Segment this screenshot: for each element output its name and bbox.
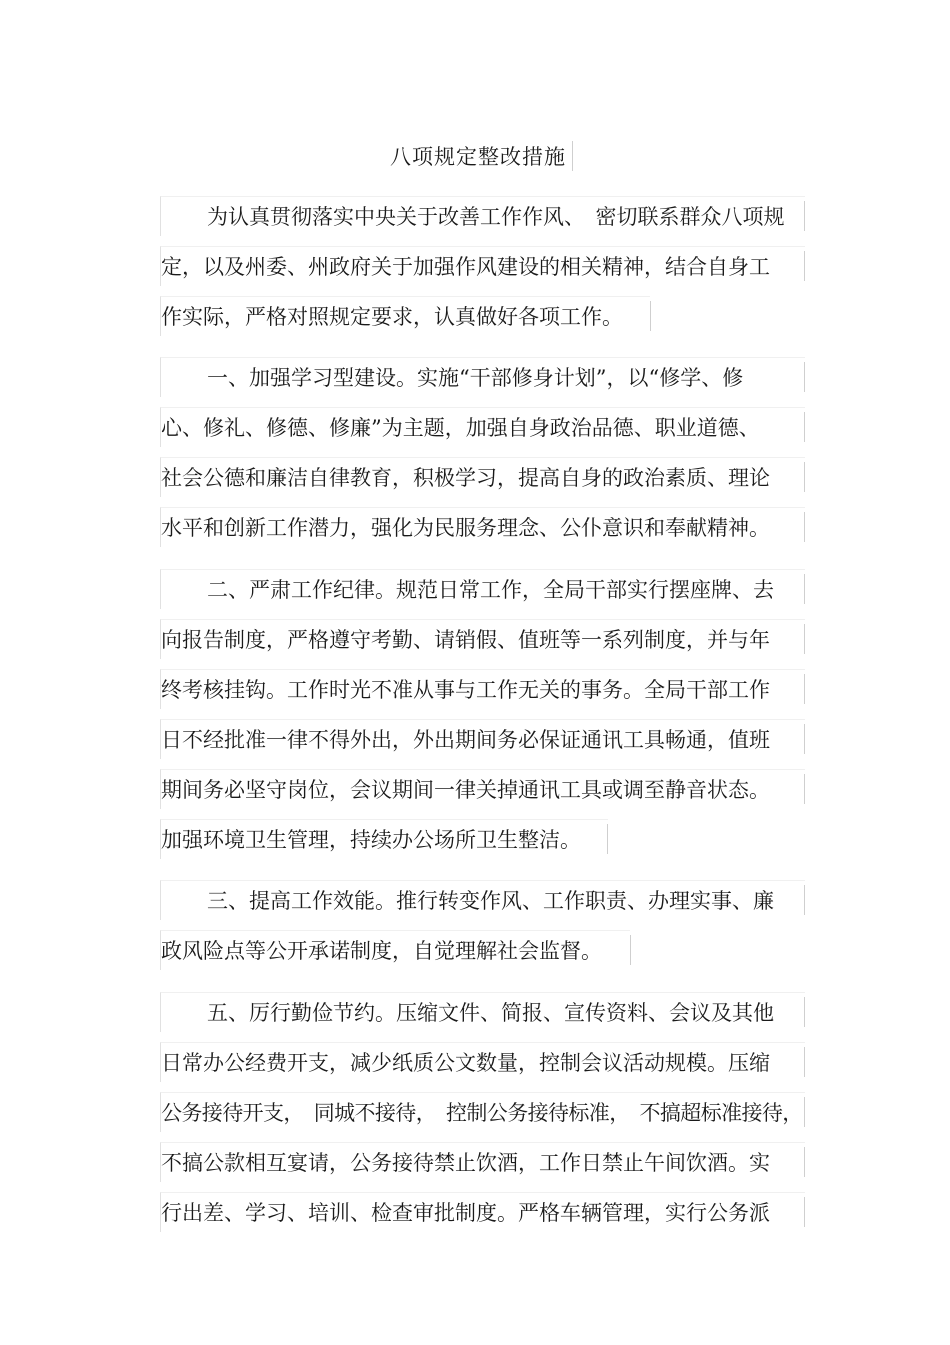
line-rule bbox=[804, 674, 805, 704]
line-rule bbox=[804, 512, 805, 542]
line-rule bbox=[804, 1147, 805, 1177]
line-rule bbox=[804, 462, 805, 492]
paragraph-line: 为认真贯彻落实中央关于改善工作作风、 密切联系群众八项规 bbox=[160, 196, 805, 236]
paragraph-line: 心、修礼、修德、修廉”为主题，加强自身政治品德、职业道德、 bbox=[160, 407, 805, 447]
line-rule bbox=[804, 997, 805, 1027]
paragraph-line: 向报告制度，严格遵守考勤、请销假、值班等一系列制度，并与年 bbox=[160, 619, 805, 659]
paragraph-line: 二、严肃工作纪律。规范日常工作，全局干部实行摆座牌、去 bbox=[160, 569, 805, 609]
document-title: 八项规定整改措施 bbox=[390, 145, 566, 169]
line-rule bbox=[804, 1097, 805, 1127]
paragraph-line: 日不经批准一律不得外出，外出期间务必保证通讯工具畅通，值班 bbox=[160, 719, 805, 759]
paragraph-line: 行出差、学习、培训、检查审批制度。严格车辆管理，实行公务派 bbox=[160, 1192, 805, 1232]
line-rule bbox=[650, 301, 651, 331]
paragraph-line: 加强环境卫生管理，持续办公场所卫生整洁。 bbox=[160, 819, 608, 859]
paragraph-line: 一、加强学习型建设。实施“干部修身计划”，以“修学、修 bbox=[160, 357, 805, 397]
line-rule bbox=[804, 412, 805, 442]
line-rule bbox=[804, 201, 805, 231]
paragraph-line: 公务接待开支， 同城不接待， 控制公务接待标准， 不搞超标准接待， bbox=[160, 1092, 805, 1132]
paragraph-line: 日常办公经费开支，减少纸质公文数量，控制会议活动规模。压缩 bbox=[160, 1042, 805, 1082]
line-rule bbox=[804, 574, 805, 604]
paragraph-line: 社会公德和廉洁自律教育，积极学习，提高自身的政治素质、理论 bbox=[160, 457, 805, 497]
title-rule bbox=[572, 141, 573, 171]
line-rule bbox=[804, 624, 805, 654]
paragraph-line: 期间务必坚守岗位，会议期间一律关掉通讯工具或调至静音状态。 bbox=[160, 769, 805, 809]
line-rule bbox=[804, 1047, 805, 1077]
paragraph-line: 五、厉行勤俭节约。压缩文件、简报、宣传资料、会议及其他 bbox=[160, 992, 805, 1032]
paragraph-line: 终考核挂钩。工作时光不准从事与工作无关的事务。全局干部工作 bbox=[160, 669, 805, 709]
paragraph-line: 不搞公款相互宴请，公务接待禁止饮酒，工作日禁止午间饮酒。实 bbox=[160, 1142, 805, 1182]
line-rule bbox=[804, 1197, 805, 1227]
line-rule bbox=[804, 774, 805, 804]
line-rule bbox=[630, 935, 631, 965]
paragraph-line: 定，以及州委、州政府关于加强作风建设的相关精神，结合自身工 bbox=[160, 246, 805, 286]
line-rule bbox=[804, 362, 805, 392]
paragraph-line: 水平和创新工作潜力，强化为民服务理念、公仆意识和奉献精神。 bbox=[160, 507, 805, 547]
line-rule bbox=[804, 724, 805, 754]
paragraph-line: 三、提高工作效能。推行转变作风、工作职责、办理实事、廉 bbox=[160, 880, 805, 920]
line-rule bbox=[804, 251, 805, 281]
line-rule bbox=[607, 824, 608, 854]
line-rule bbox=[804, 885, 805, 915]
paragraph-line: 作实际，严格对照规定要求，认真做好各项工作。 bbox=[160, 296, 650, 336]
paragraph-line: 政风险点等公开承诺制度，自觉理解社会监督。 bbox=[160, 930, 630, 970]
